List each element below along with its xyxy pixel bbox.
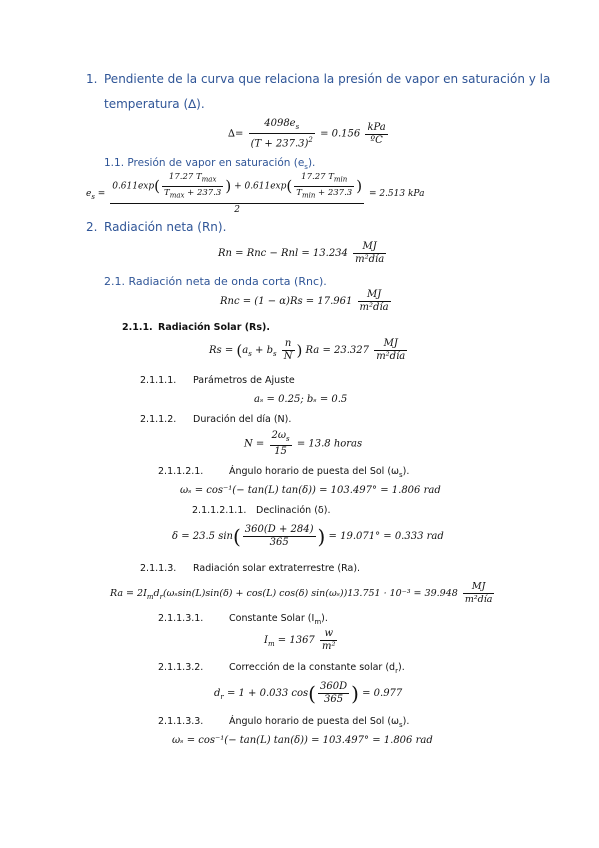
heading-2-1-1-2-title: Duración del día (N).: [193, 414, 292, 425]
heading-2-1-1-3-3-number: 2.1.1.3.3.: [158, 716, 204, 727]
heading-2-1-1-2-1-1-number: 2.1.1.2.1.1.: [192, 505, 247, 516]
heading-2-1-1-1-number: 2.1.1.1.: [140, 375, 177, 386]
equation-rnc: Rnc = (1 − α)Rs = 17.961 $\frac{MJ}{\text{m²día}}$: [220, 289, 389, 313]
heading-2-1-1-3-2-number: 2.1.1.3.2.: [158, 662, 204, 673]
heading-2-title: Radiación neta (Rn).: [104, 220, 227, 234]
heading-2-1-1-2-1-title: Ángulo horario de puesta del Sol $(\omega_s)$.: [229, 466, 410, 479]
heading-2-1-1-3-1-title: Constante Solar $(I_m)$.: [229, 613, 328, 626]
heading-2-1-1-3-title: Radiación solar extraterrestre (Ra).: [193, 563, 361, 574]
equation-ws-2: ωₛ = cos⁻¹(− tan(L) tan(δ)) = 103.497° = 1.806 rad: [172, 735, 433, 746]
heading-2-1-1-number: 2.1.1.: [122, 322, 153, 333]
equation-im: $I_m = 1367$ $\frac{w}{\text{m²}}$: [264, 628, 336, 652]
equation-n: N = $\frac{2\omega_s}{15}$ = 13.8 horas: [244, 430, 363, 457]
heading-1-number: 1.: [86, 72, 98, 86]
equation-declination: δ = 23.5 sin( $\frac{360(D + 284)}{365}$ ) = 19.071° = 0.333 rad: [172, 524, 444, 549]
heading-2-1-1-3-1-number: 2.1.1.3.1.: [158, 613, 204, 624]
heading-2-1-1-3-3-title: Ángulo horario de puesta del Sol $(\omega_s)$.: [229, 716, 410, 729]
heading-2-1-1-3-number: 2.1.1.3.: [140, 563, 177, 574]
heading-2-1-1-2-1-1-title: Declinación (δ).: [256, 505, 331, 516]
heading-2-1: 2.1. Radiación neta de onda corta (Rnc).: [104, 275, 327, 288]
equation-delta: ∆= $\frac{4098e_s}{(T + 237.3)^2}$ = 0.156 $\frac{\text{kPa}}{\text{ºC}}$: [228, 118, 386, 150]
heading-2-1-1-title: Radiación Solar (Rs).: [158, 322, 270, 333]
heading-1-1: 1.1. Presión de vapor en saturación $(e_s)$.: [104, 157, 316, 172]
equation-ra: $Ra = 2I_md_r(\omega_s\sin(L)\sin(\delta) + \cos(L)$ cos(δ) sin(ωₛ))13.751 · 10⁻³ = 39.948 $\frac{MJ}{\text{m²día}}$: [110, 581, 493, 605]
equation-rn: Rn = Rnc − Rnl = 13.234 $\frac{MJ}{\text{m²día}}$: [218, 241, 385, 265]
heading-2-1-1-2-1-number: 2.1.1.2.1.: [158, 466, 204, 477]
equation-dr: $d_r = 1 + 0.033$ cos( $\frac{360D}{365}$ ) = 0.977: [214, 681, 403, 706]
heading-2-1-1-1-title: Parámetros de Ajuste: [193, 375, 295, 386]
heading-1-title-line1: Pendiente de la curva que relaciona la presión de vapor en saturación y la: [104, 72, 551, 86]
equation-rs: $Rs = (a_s + b_s$ $\frac{n}{N}$ ) Ra = 23.327 $\frac{MJ}{\text{m²día}}$: [209, 338, 406, 362]
equation-parameters: aₛ = 0.25; bₛ = 0.5: [254, 394, 348, 405]
heading-2-1-1-2-number: 2.1.1.2.: [140, 414, 177, 425]
equation-es: $e_s$ = 0.611exp( $\frac{17.27 T_{max}}{T_{max} + 237.3}$ ) + 0.611exp( $\frac{17.27 T_{min}}{T_{min} + 237.3}$ ) 2 = 2.513 kPa: [86, 172, 425, 216]
heading-2-1-1-3-2-title: Corrección de la constante solar $(d_r)$.: [229, 662, 405, 675]
equation-ws: ωₛ = cos⁻¹(− tan(L) tan(δ)) = 103.497° = 1.806 rad: [180, 485, 441, 496]
heading-2-number: 2.: [86, 220, 98, 234]
heading-1-title-line2: temperatura (∆).: [104, 97, 205, 111]
